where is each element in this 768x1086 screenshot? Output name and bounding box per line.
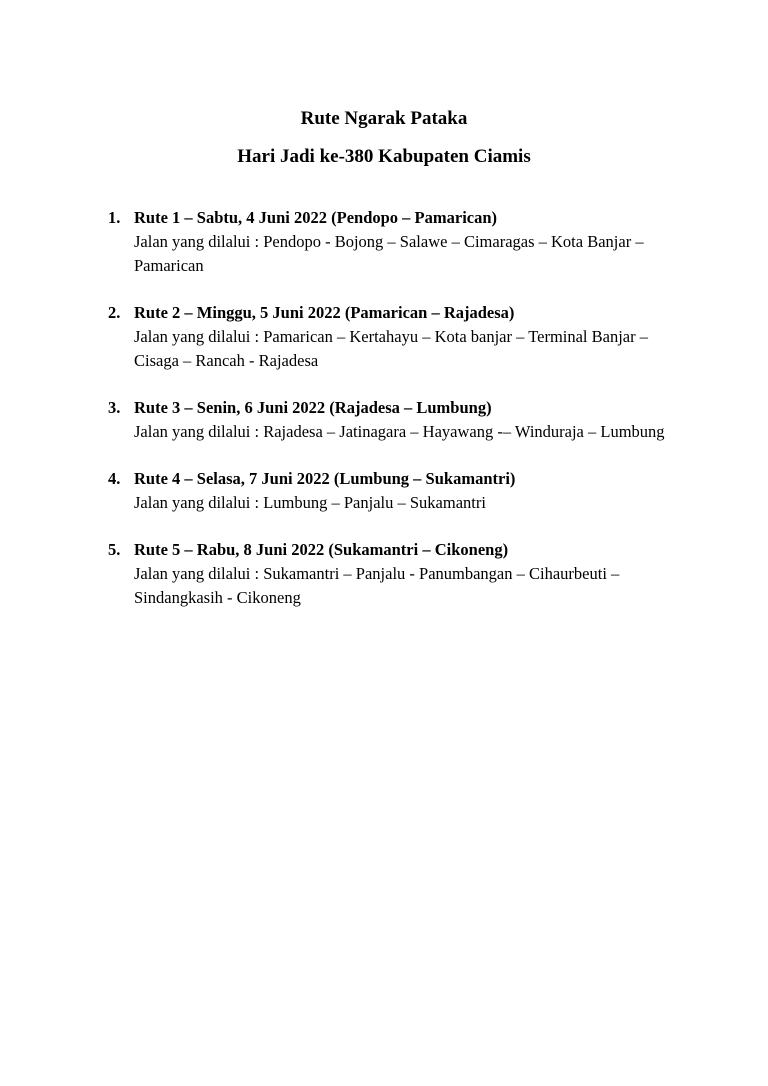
route-number: 1. bbox=[108, 208, 121, 227]
route-item bbox=[108, 538, 668, 610]
route-item bbox=[108, 301, 668, 373]
route-heading: Rute 1 – Sabtu, 4 Juni 2022 (Pendopo – Pamarican) bbox=[134, 208, 498, 227]
route-path: Jalan yang dilalui : Rajadesa – Jatinagara – Hayawang -– Winduraja – Lumbung bbox=[134, 422, 665, 441]
route-heading: Rute 2 – Minggu, 5 Juni 2022 (Pamarican – Rajadesa) bbox=[134, 303, 515, 322]
route-path: Jalan yang dilalui : Lumbung – Panjalu – Sukamantri bbox=[134, 493, 486, 512]
route-item bbox=[108, 206, 668, 278]
route-path: Jalan yang dilalui : Pendopo - Bojong – Salawe – Cimaragas – Kota Banjar – Pamarican bbox=[134, 232, 644, 275]
route-list bbox=[108, 206, 668, 633]
route-number: 5. bbox=[108, 540, 121, 559]
document-title: Rute Ngarak Pataka bbox=[300, 108, 468, 129]
route-path: Jalan yang dilalui : Sukamantri – Panjalu - Panumbangan – Cihaurbeuti – Sindangkasih - Cikoneng bbox=[134, 564, 620, 607]
document-subtitle: Hari Jadi ke-380 Kabupaten Ciamis bbox=[237, 146, 531, 167]
route-item bbox=[108, 467, 668, 515]
route-heading: Rute 3 – Senin, 6 Juni 2022 (Rajadesa – Lumbung) bbox=[134, 398, 492, 417]
route-heading: Rute 5 – Rabu, 8 Juni 2022 (Sukamantri – Cikoneng) bbox=[134, 540, 509, 559]
route-path: Jalan yang dilalui : Pamarican – Kertahayu – Kota banjar – Terminal Banjar – Cisaga – Rancah - Rajadesa bbox=[134, 327, 648, 370]
route-item bbox=[108, 396, 668, 444]
route-number: 2. bbox=[108, 303, 121, 322]
route-number: 4. bbox=[108, 469, 121, 488]
route-heading: Rute 4 – Selasa, 7 Juni 2022 (Lumbung – Sukamantri) bbox=[134, 469, 516, 488]
route-number: 3. bbox=[108, 398, 121, 417]
